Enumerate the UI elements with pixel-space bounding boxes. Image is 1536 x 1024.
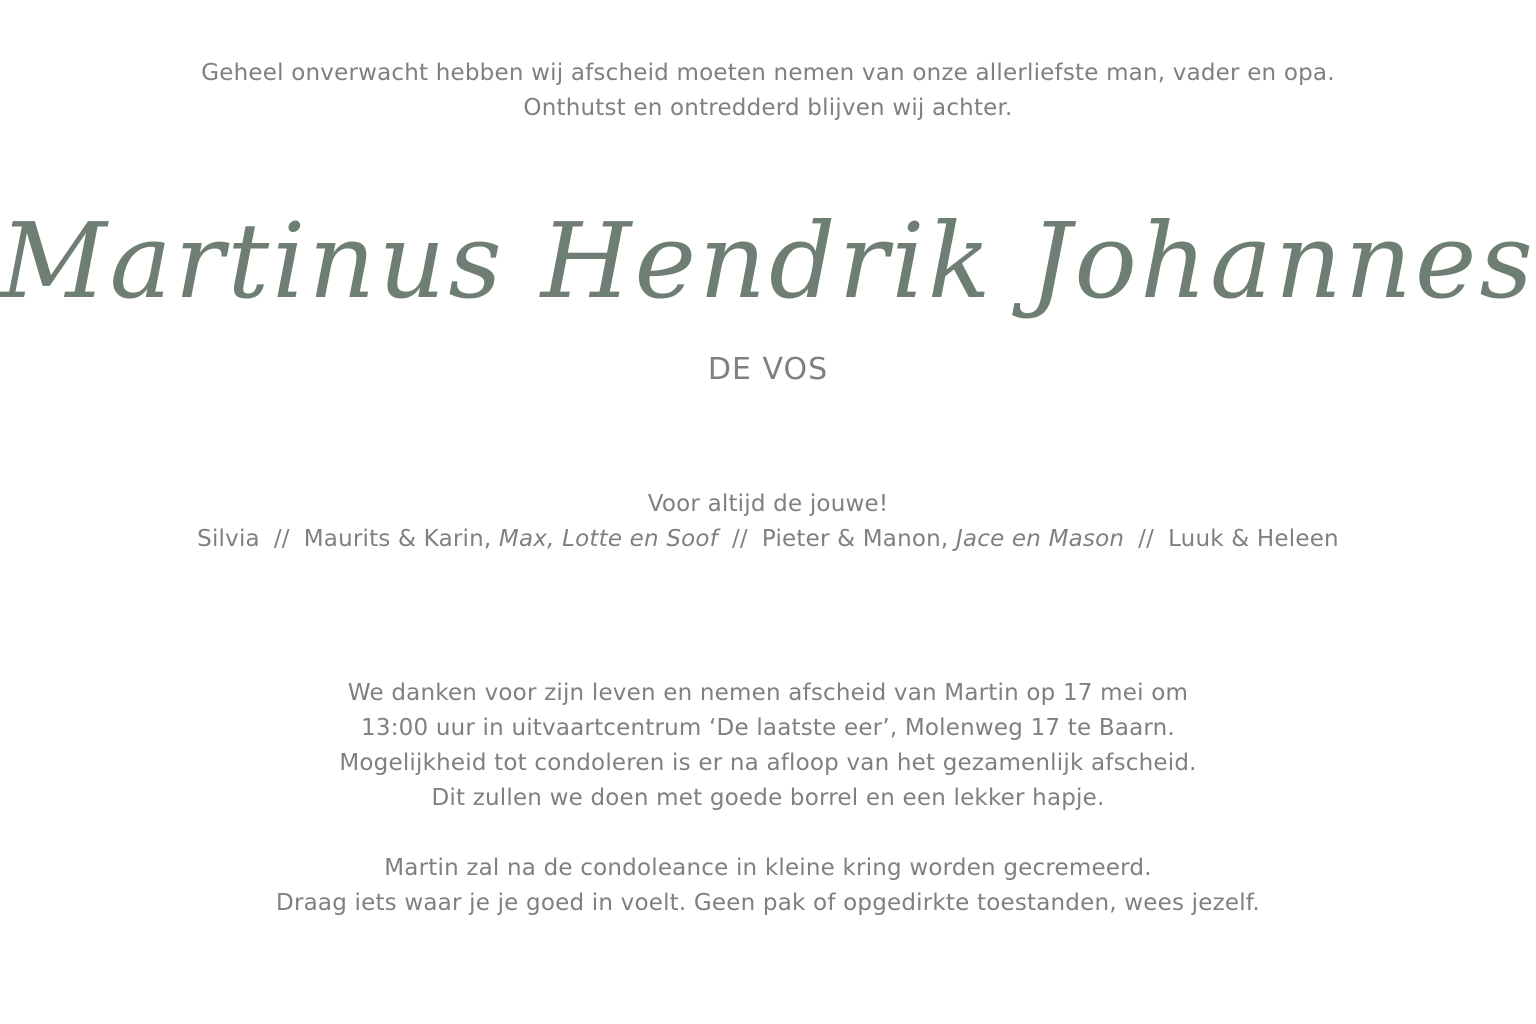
family-member-pieter-manon: Pieter & Manon,	[761, 526, 949, 552]
family-member-maurits-karin: Maurits & Karin,	[303, 526, 492, 552]
details-line-6: Draag iets waar je je goed in voelt. Geen pak of opgedirkte toestanden, wees jezelf.	[276, 890, 1260, 916]
family-heading: Voor altijd de jouwe!	[647, 491, 889, 517]
family-member-luuk-heleen: Luuk & Heleen	[1168, 526, 1339, 552]
family-separator: //	[731, 526, 748, 552]
details-line-1: We danken voor zijn leven en nemen afscheid van Martin op 17 mei om	[347, 680, 1189, 706]
family-separator: //	[1138, 526, 1155, 552]
grandchildren-maurits: Max, Lotte en Soof	[498, 526, 718, 552]
deceased-first-names: Martinus Hendrik Johannes	[0, 200, 1536, 322]
intro-line-1: Geheel onverwacht hebben wij afscheid moeten nemen van onze allerliefste man, vader en opa.	[201, 60, 1335, 86]
details-line-4: Dit zullen we doen met goede borrel en een lekker hapje.	[431, 785, 1105, 811]
details-line-2: 13:00 uur in uitvaartcentrum ‘De laatste eer’, Molenweg 17 te Baarn.	[361, 715, 1175, 741]
details-line-5: Martin zal na de condoleance in kleine kring worden gecremeerd.	[384, 855, 1152, 881]
deceased-surname: DE VOS	[707, 352, 829, 387]
family-separator: //	[273, 526, 290, 552]
details-line-3: Mogelijkheid tot condoleren is er na afloop van het gezamenlijk afscheid.	[339, 750, 1197, 776]
intro-line-2: Onthutst en ontredderd blijven wij achter.	[523, 95, 1013, 121]
grandchildren-pieter: Jace en Mason	[955, 526, 1125, 552]
family-list	[0, 522, 1536, 557]
family-member-silvia: Silvia	[197, 526, 260, 552]
